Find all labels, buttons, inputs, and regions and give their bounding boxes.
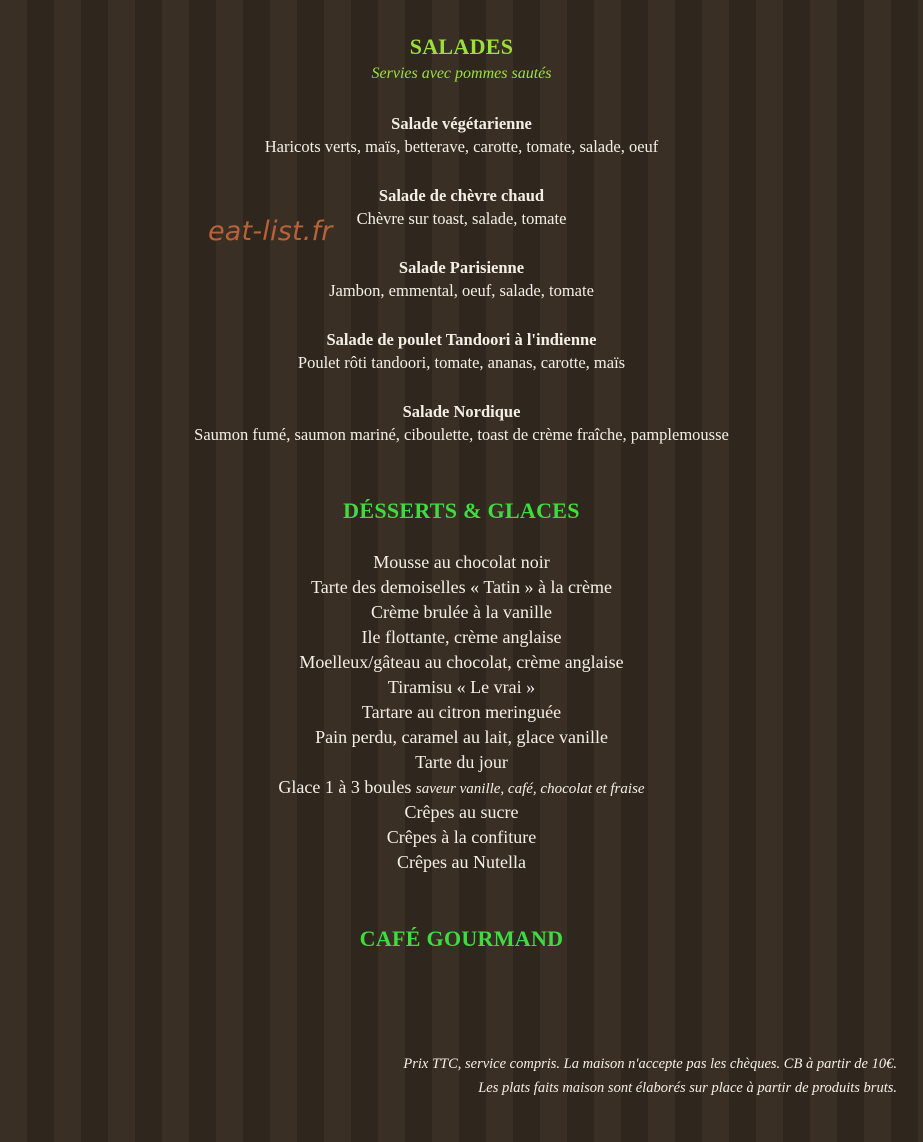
dessert-item: Moelleux/gâteau au chocolat, crème anglaise xyxy=(299,652,624,672)
salad-description: Chèvre sur toast, salade, tomate xyxy=(356,209,567,228)
salad-description: Haricots verts, maïs, betterave, carotte, tomate, salade, oeuf xyxy=(264,137,659,156)
watermark-logo: eat-list.fr xyxy=(208,216,333,247)
salad-item xyxy=(0,113,923,185)
dessert-item: Tarte des demoiselles « Tatin » à la crème xyxy=(310,577,613,597)
dessert-item-glace xyxy=(0,775,923,800)
dessert-item: Crêpes au sucre xyxy=(404,802,519,822)
salad-item xyxy=(0,329,923,401)
section-title-desserts: DÉSSERTS & GLACES xyxy=(343,498,580,523)
salad-list xyxy=(0,113,923,473)
section-title-salades: SALADES xyxy=(409,34,514,59)
salad-name: Salade Parisienne xyxy=(398,258,525,277)
salad-name: Salade Nordique xyxy=(402,402,521,421)
dessert-item: Tartare au citron meringuée xyxy=(361,702,562,722)
footer-notes xyxy=(403,1052,897,1100)
section-title-cafe-gourmand: CAFÉ GOURMAND xyxy=(359,926,564,951)
section-subtitle-salades: Servies avec pommes sautés xyxy=(371,65,552,82)
salad-description: Jambon, emmental, oeuf, salade, tomate xyxy=(329,281,594,300)
footer-line-prices: Prix TTC, service compris. La maison n'accepte pas les chèques. CB à partir de 10€. xyxy=(403,1056,897,1072)
salad-item xyxy=(0,185,923,257)
salad-description: Poulet rôti tandoori, tomate, ananas, carotte, maïs xyxy=(297,353,626,372)
salad-name: Salade végétarienne xyxy=(391,114,532,133)
salad-name: Salade de chèvre chaud xyxy=(378,186,545,205)
dessert-list xyxy=(0,550,923,875)
dessert-item: Crêpes au Nutella xyxy=(397,852,526,872)
footer-line-homemade: Les plats faits maison sont élaborés sur place à partir de produits bruts. xyxy=(478,1080,897,1096)
dessert-item: Crème brulée à la vanille xyxy=(371,602,552,622)
dessert-item: Tarte du jour xyxy=(415,752,508,772)
dessert-item-label: Glace 1 à 3 boules xyxy=(278,777,412,797)
dessert-item: Pain perdu, caramel au lait, glace vanille xyxy=(315,727,608,747)
dessert-item: Tiramisu « Le vrai » xyxy=(387,677,536,697)
dessert-item-flavours: saveur vanille, café, chocolat et fraise xyxy=(415,781,645,797)
salad-description: Saumon fumé, saumon mariné, ciboulette, toast de crème fraîche, pamplemousse xyxy=(194,425,729,444)
dessert-item: Crêpes à la confiture xyxy=(386,827,537,847)
salad-item xyxy=(0,401,923,473)
salad-item xyxy=(0,257,923,329)
salad-name: Salade de poulet Tandoori à l'indienne xyxy=(326,330,597,349)
dessert-item: Ile flottante, crème anglaise xyxy=(361,627,562,647)
dessert-item: Mousse au chocolat noir xyxy=(373,552,550,572)
